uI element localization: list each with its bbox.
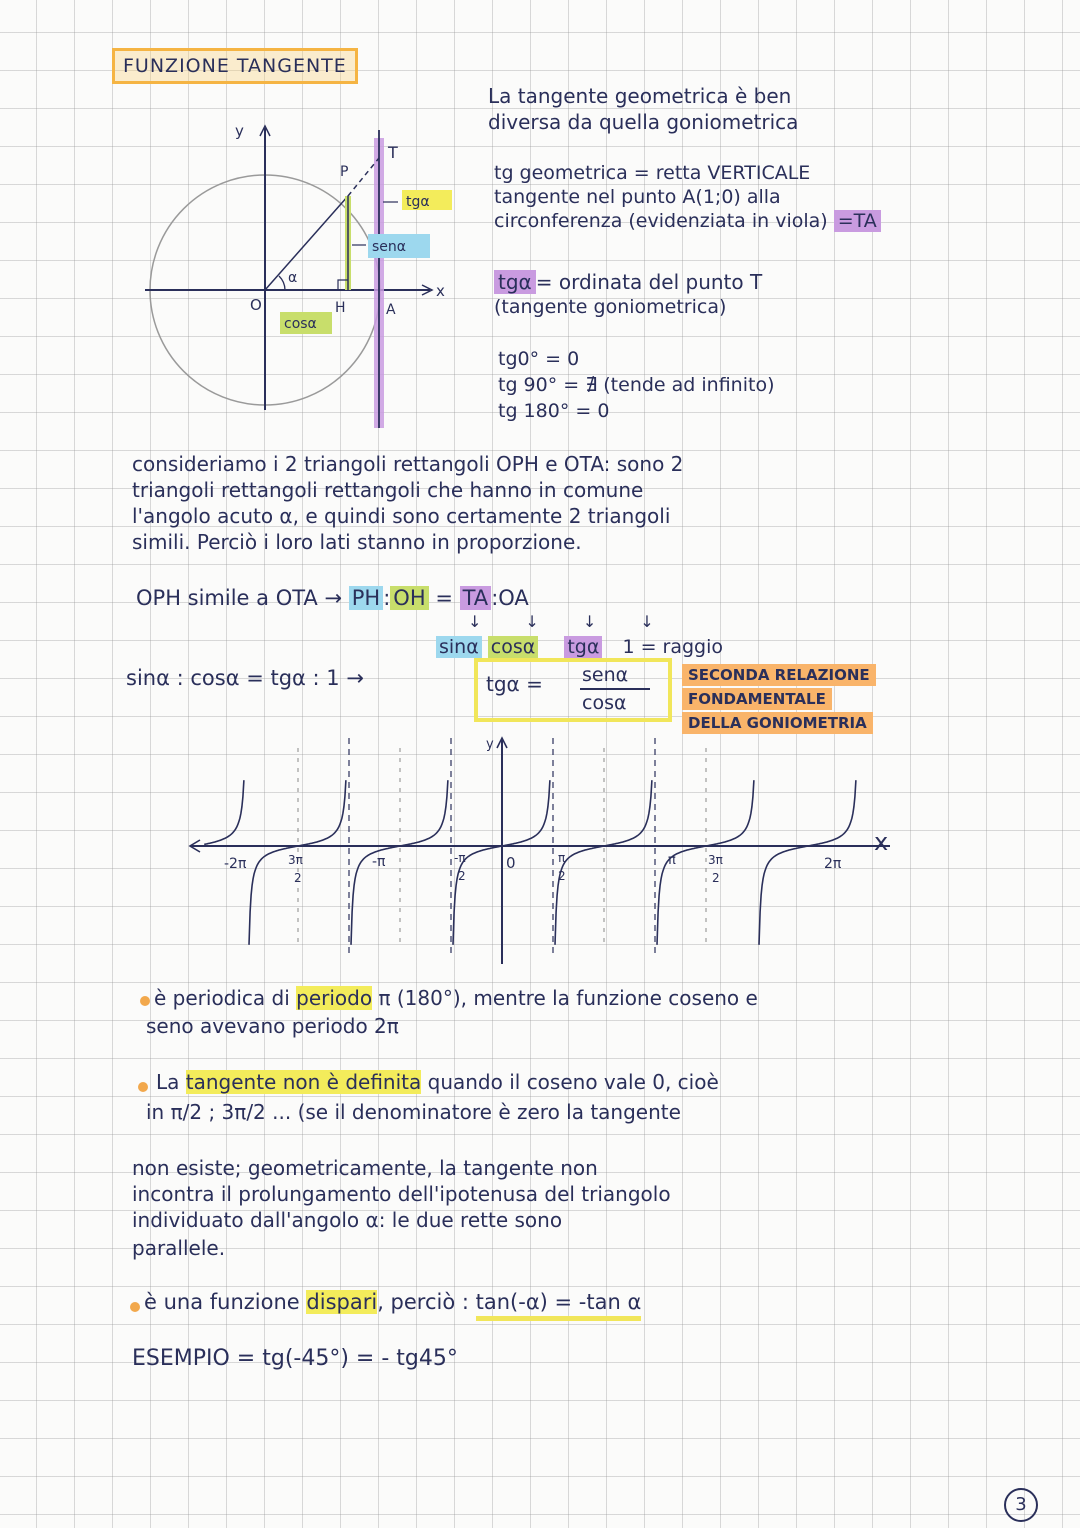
tangent-branch [759,780,856,945]
graph-tick-mpi2-num: -π [454,851,466,865]
relation-label: SECONDA RELAZIONE FONDAMENTALE DELLA GONIOMETRIA [682,664,942,734]
graph-tick-mpi: -π [372,854,386,870]
graph-tick-m3pi2-den: 2 [294,871,302,885]
bullet-2-line-1: La tangente non è definita quando il coseno vale 0, cioè [156,1070,719,1094]
tg-geometrica-line-1: tg geometrica = retta VERTICALE [494,162,811,184]
triangles-line-3: l'angolo acuto α, e quindi sono certamente 2 triangoli [132,504,671,528]
graph-label-y: y [486,737,494,752]
relation-left: sinα : cosα = tgα : 1 → [126,666,364,690]
tg-def-tg: tgα [494,270,536,294]
page-number: 3 [1004,1488,1038,1522]
example-line: ESEMPIO = tg(-45°) = - tg45° [132,1346,458,1371]
graph-tick-pi2-den: 2 [558,869,566,883]
tangent-branch [351,780,448,945]
label-cos: cosα [284,316,317,332]
bullet-2-line-4: incontra il prolungamento dell'ipotenusa del triangolo [132,1182,671,1206]
value-tg90: tg 90° = ∄ (tende ad infinito) [498,374,775,396]
graph-tick-pi2-num: π [558,851,566,865]
graph-tick-p3pi2-den: 2 [712,871,720,885]
oh-label: OH [390,586,428,610]
bullet-3-line: è una funzione dispari, perciò : tan(-α) = -tan α [144,1290,641,1314]
graph-tick-m2pi: -2π [224,856,247,872]
proportion-arrows: ↓↓↓↓ [468,612,698,631]
bullet-1-line-1: è periodica di periodo π (180°), mentre la funzione coseno e [154,986,758,1010]
proportion-line: OPH simile a OTA → PH : OH = TA :OA [136,586,529,610]
ph-label: PH [349,586,383,610]
page-title: FUNZIONE TANGENTE [112,48,358,84]
odd-formula: tan(-α) = -tan α [476,1290,642,1321]
tangent-branch [555,780,652,945]
label-tg: tgα [406,194,430,210]
graph-label-x: x [874,828,889,856]
ta-label: =TA [834,210,881,232]
relation-num: senα [582,664,629,686]
tg-geometrica-line-2: tangente nel punto A(1;0) alla [494,186,781,208]
tg-def-line-1: tgα = ordinata del punto T [494,270,762,294]
bullet-1-icon [140,996,150,1006]
bullet-1-line-2: seno avevano periodo 2π [146,1014,399,1038]
label-x: x [436,282,445,300]
intro-line-1: La tangente geometrica è ben [488,84,792,108]
tg-geometrica-line-3: circonferenza (evidenziata in viola) =TA [494,210,881,232]
graph-tick-p3pi2-num: 3π [708,853,723,867]
label-sen: senα [372,239,407,255]
tangent-branch [204,780,244,844]
value-tg0: tg0° = 0 [498,348,580,370]
radius-op [265,196,348,290]
fraction-bar [580,688,650,690]
graph-label-o: 0 [506,854,516,872]
relation-den: cosα [582,692,627,714]
graph-tick-p2pi: 2π [824,856,842,872]
label-y: y [235,122,244,140]
label-alpha: α [288,270,298,286]
relation-box [474,658,672,722]
bullet-2-line-6: parallele. [132,1236,226,1260]
label-p: P [340,164,349,180]
tangent-graph [180,728,940,968]
proportion-subs: sinα cosα tgα 1 = raggio [436,636,723,658]
graph-tick-mpi2-den: 2 [458,869,466,883]
tg-def-line-2: (tangente goniometrica) [494,296,727,318]
relation-tg: tgα = [486,672,543,696]
triangles-line-1: consideriamo i 2 triangoli rettangoli OPH e OTA: sono 2 [132,452,684,476]
bullet-2-icon [138,1082,148,1092]
bullet-2-line-3: non esiste; geometricamente, la tangente non [132,1156,598,1180]
value-tg180: tg 180° = 0 [498,400,610,422]
unit-circle-diagram [140,110,480,440]
intro-line-2: diversa da quella goniometrica [488,110,799,134]
ta-ratio-label: TA [460,586,492,610]
graph-tick-m3pi2-num: 3π [288,853,303,867]
bullet-2-line-5: individuato dall'angolo α: le due rette sono [132,1208,563,1232]
angle-arc [279,276,285,290]
label-a: A [386,302,396,318]
graph-tick-pi: π [668,853,676,868]
label-o: O [250,296,262,314]
label-h: H [335,300,346,316]
label-t: T [388,143,398,162]
triangles-line-4: simili. Perciò i loro lati stanno in proporzione. [132,530,582,554]
bullet-3-icon [130,1302,140,1312]
oa-label: OA [498,586,529,610]
triangles-line-2: triangoli rettangoli rettangoli che hanno in comune [132,478,644,502]
bullet-2-line-2: in π/2 ; 3π/2 ... (se il denominatore è zero la tangente [146,1100,681,1124]
